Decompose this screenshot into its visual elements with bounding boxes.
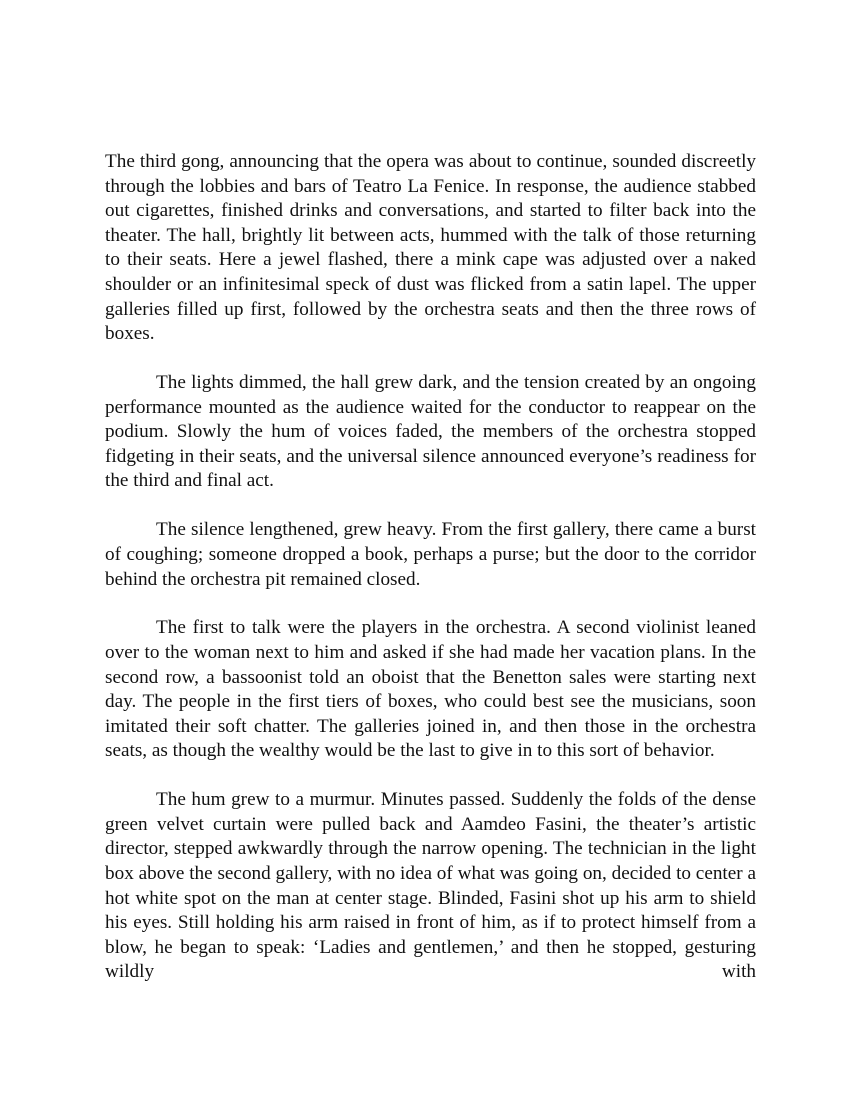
paragraph-2: The lights dimmed, the hall grew dark, and the tension created by an ongoing performance mounted as the audience waited for the conductor to reappear on the podium. Slowly the hum of voices faded, the members of the orchestra stopped fidgeting in their seats, and the universal silence announced everyone’s readiness for the third and final act. [105, 372, 756, 492]
paragraph-3: The silence lengthened, grew heavy. From the first gallery, there came a burst of coughing; someone dropped a book, perhaps a purse; but the door to the corridor behind the orchestra pit remained closed. [105, 519, 756, 590]
paragraph-5: The hum grew to a murmur. Minutes passed. Suddenly the folds of the dense green velvet curtain were pulled back and Aamdeo Fasini, the theater’s artistic director, stepped awkwardly through the narrow opening. The technician in the light box above the second gallery, with no idea of what was going on, decided to center a hot white spot on the man at center stage. Blinded, Fasini shot up his arm to shield his eyes. Still holding his arm raised in front of him, as if to protect himself from a blow, he began to speak: ‘Ladies and gentlemen,’ and then he stopped, gesturing wildly with [105, 789, 756, 983]
body-text [105, 150, 756, 985]
paragraph-4: The first to talk were the players in the orchestra. A second violinist leaned over to the woman next to him and asked if she had made her vacation plans. In the second row, a bassoonist told an oboist that the Benetton sales were starting next day. The people in the first tiers of boxes, who could best see the musicians, soon imitated their soft chatter. The galleries joined in, and then those in the orchestra seats, as though the wealthy would be the last to give in to this sort of behavior. [105, 617, 756, 762]
paragraph-1: The third gong, announcing that the opera was about to continue, sounded discreetly through the lobbies and bars of Teatro La Fenice. In response, the audience stabbed out cigarettes, finished drinks and conversations, and started to filter back into the theater. The hall, brightly lit between acts, hummed with the talk of those returning to their seats. Here a jewel flashed, there a mink cape was adjusted over a naked shoulder or an infinitesimal speck of dust was flicked from a satin lapel. The upper galleries filled up first, followed by the orchestra seats and then the three rows of boxes. [105, 151, 756, 345]
